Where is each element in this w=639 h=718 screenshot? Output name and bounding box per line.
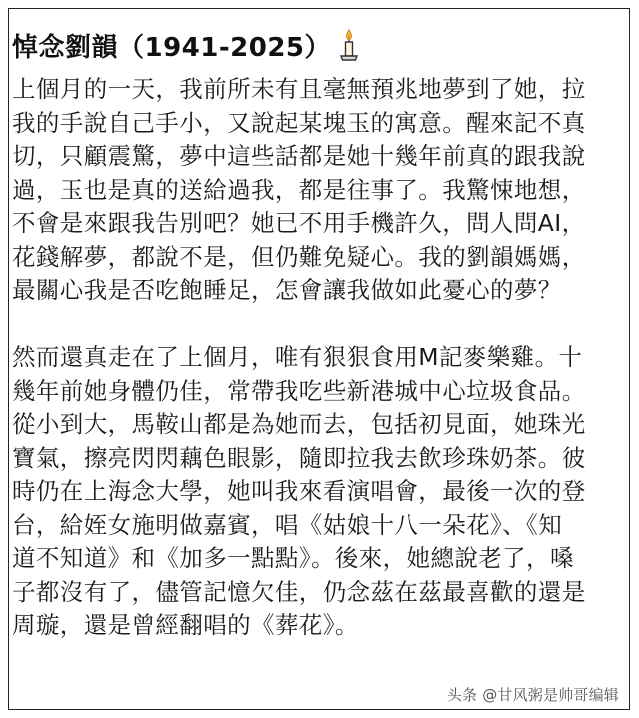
source-watermark: 头条 @甘风粥是帅哥编辑 <box>446 686 619 704</box>
article-frame <box>8 8 630 710</box>
article-body <box>12 73 624 643</box>
page-title: 悼念劉韻（1941-2025） <box>12 32 332 63</box>
title-row <box>12 23 361 67</box>
paragraph-memories: 然而還真走在了上個月，唯有狠狠食用M記麥樂雞。十 幾年前她身體仍佳，常帶我吃些新港城中心垃圾食品。 從小到大，馬鞍山都是為她而去，包括初見面，她珠光 寶氣，擦亮閃閃藕色眼影，隨即拉我去飲珍珠奶茶。彼 時仍在上海念大學，她叫我來看演唱會，最後一次的登 台，給姪女施明做嘉賓，唱《姑娘十八一朵花》、《知 道不知道》和《加多一點點》。後來，她總說老了，嗓 子都沒有了，儘管記憶欠佳，仍念茲在茲最喜歡的還是 周璇，還是曾經翻唱的《葬花》。 <box>12 343 586 639</box>
paragraph-spacer <box>12 308 624 342</box>
candle-icon <box>337 28 361 62</box>
paragraph-dream: 上個月的一天，我前所未有且毫無預兆地夢到了她，拉 我的手說自己手小，又說起某塊玉的寓意。醒來記不真 切，只顧震驚，夢中這些話都是她十幾年前真的跟我說 過，玉也是真的送給過我，都是往事了。我驚悚地想， 不會是來跟我告別吧？她已不用手機許久，問人問AI， 花錢解夢，都說不是，但仍難免疑心。我的劉韻媽媽， 最關心我是否吃飽睡足，怎會讓我做如此憂心的夢？ <box>12 75 586 304</box>
